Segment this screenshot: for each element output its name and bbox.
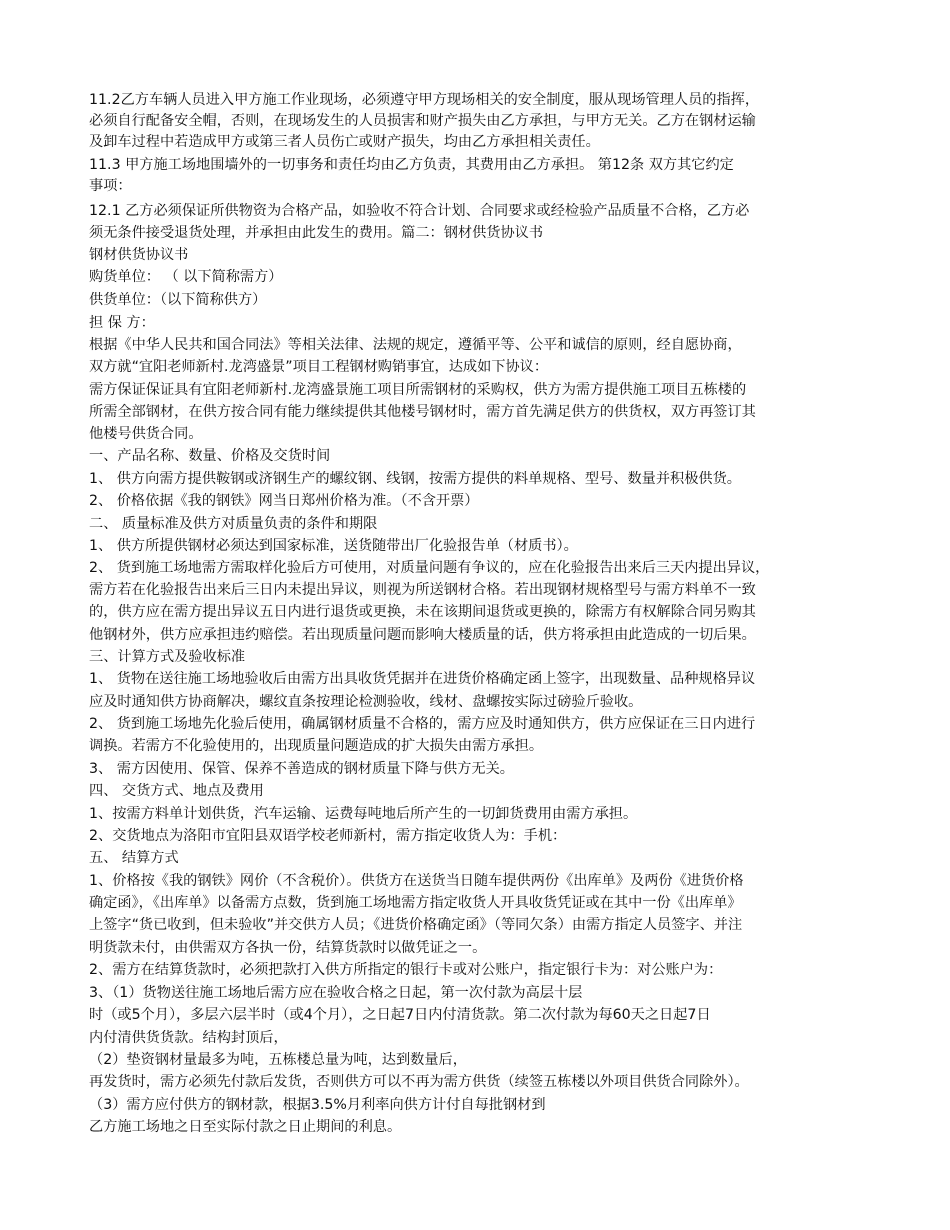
text-line: 购货单位： （ 以下简称需方） [89,269,283,285]
text-line: 的，供方应在需方提出异议五日内进行退货或更换，未在该期间退货或更换的，除需方有权解除合同另购其 [89,604,756,620]
text-line: 1、价格按《我的钢铁》网价（不含税价）。供货方在送货当日随车提供两份《出库单》及两份《进货价格 [89,873,744,889]
text-line: 一、产品名称、数量、价格及交货时间 [89,448,331,464]
text-line: 担 保 方： [89,315,155,331]
text-line: 2、 货到施工场地先化验后使用，确属钢材质量不合格的，需方应及时通知供方，供方应保证在三日内进行 [89,716,756,732]
text-line: 明货款未付，由供需双方各执一份，结算货款时以做凭证之一。 [89,940,487,956]
text-line: （3）需方应付供方的钢材款，根据3.5%月利率向供方计付自每批钢材到 [89,1097,546,1113]
text-line: 双方就“宜阳老师新村.龙湾盛景”项目工程钢材购销事宜，达成如下协议： [89,359,549,375]
text-line: 1、 供方所提供钢材必须达到国家标准，送货随带出厂化验报告单（材质书）。 [89,538,578,554]
text-line: 所需全部钢材，在供方按合同有能力继续提供其他楼号钢材时，需方首先满足供方的供货权，双方再签订其 [89,404,756,420]
text-line: 需方保证保证具有宜阳老师新村.龙湾盛景施工项目所需钢材的采购权，供方为需方提供施工项目五栋楼的 [89,382,747,398]
text-line: 3、（1）货物送往施工场地后需方应在验收合格之日起，第一次付款为高层十层 [89,985,583,1001]
text-line: 五、 结算方式 [89,850,179,866]
text-line: 1、 货物在送往施工场地验收后由需方出具收货凭据并在进货价格确定函上签字，出现数量、品种规格异议 [89,671,756,687]
text-line: 12.1 乙方必须保证所供物资为合格产品，如验收不符合计划、合同要求或经检验产品质量不合格，乙方必 [89,203,750,219]
text-line: 时（或5个月），多层六层半时（或4个月），之日起7日内付清货款。第二次付款为每60天之日起7日 [89,1007,711,1023]
text-line: 调换。若需方不化验使用的，出现质量问题造成的扩大损失由需方承担。 [89,738,544,754]
text-line: 上签字“货已收到，但未验收”并交供方人员；《进货价格确定函》（等同欠条）由需方指定人员签字、并注 [89,917,743,933]
text-line: 二、 质量标准及供方对质量负责的条件和期限 [89,516,378,532]
text-line: 2、需方在结算货款时，必须把款打入供方所指定的银行卡或对公账户，指定银行卡为：对公账户为： [89,962,723,978]
text-line: 1、 供方向需方提供鞍钢或济钢生产的螺纹钢、线钢，按需方提供的料单规格、型号、数量并积极供货。 [89,471,741,487]
text-line: 必须自行配备安全帽，否则，在现场发生的人员损害和财产损失由乙方承担，与甲方无关。乙方在钢材运输 [89,113,756,129]
text-line: 内付清供货货款。结构封顶后， [89,1030,288,1046]
text-line: 四、 交货方式、地点及费用 [89,783,264,799]
text-line: 事项： [89,178,132,194]
text-line: 供货单位：（以下简称供方） [89,292,267,308]
text-line: 应及时通知供方协商解决，螺纹直条按理论检测验收，线材、盘螺按实际过磅验斤验收。 [89,694,643,710]
text-line: 及卸车过程中若造成甲方或第三者人员伤亡或财产损失，均由乙方承担相关责任。 [89,134,600,150]
text-line: （2）垫资钢材量最多为吨，五栋楼总量为吨，达到数量后， [89,1052,467,1068]
text-line: 需方若在化验报告出来后三日内未提出异议，则视为所送钢材合格。若出现钢材规格型号与需方料单不一致 [89,582,756,598]
text-line: 11.3 甲方施工场地围墙外的一切事务和责任均由乙方负责，其费用由乙方承担。 第12条 双方其它约定 [89,157,734,173]
text-line: 他钢材外，供方应承担违约赔偿。若出现质量问题而影响大楼质量的话，供方将承担由此造成的一切后果。 [89,627,756,643]
text-line: 11.2乙方车辆人员进入甲方施工作业现场，必须遵守甲方现场相关的安全制度，服从现场管理人员的指挥， [89,92,760,108]
text-line: 三、计算方式及验收标准 [89,649,246,665]
text-line: 乙方施工场地之日至实际付款之日止期间的利息。 [89,1119,402,1135]
text-line: 钢材供货协议书 [89,247,189,263]
text-line: 2、 价格依据《我的钢铁》网当日郑州价格为准。（不含开票） [89,493,479,509]
text-line: 他楼号供货合同。 [89,426,203,442]
text-line: 1、按需方料单计划供货，汽车运输、运费每吨地后所产生的一切卸货费用由需方承担。 [89,806,638,822]
text-line: 根据《中华人民共和国合同法》等相关法律、法规的规定，遵循平等、公平和诚信的原则，经自愿协商， [89,337,742,353]
text-line: 再发货时，需方必须先付款后发货，否则供方可以不再为需方供货（续签五栋楼以外项目供货合同除外）。 [89,1074,749,1090]
text-line: 2、 货到施工场地需方需取样化验后方可使用，对质量问题有争议的，应在化验报告出来后三天内提出异议， [89,560,770,576]
text-line: 确定函》，《出库单》以备需方点数，货到施工场地需方指定收货人开具收货凭证或在其中一份《出库单》 [89,895,742,911]
text-line: 3、 需方因使用、保管、保养不善造成的钢材质量下降与供方无关。 [89,761,514,777]
text-line: 2、交货地点为洛阳市宜阳县双语学校老师新村，需方指定收货人为：手机： [89,828,567,844]
text-line: 须无条件接受退货处理，并承担由此发生的费用。篇二：钢材供货协议书 [89,225,544,241]
